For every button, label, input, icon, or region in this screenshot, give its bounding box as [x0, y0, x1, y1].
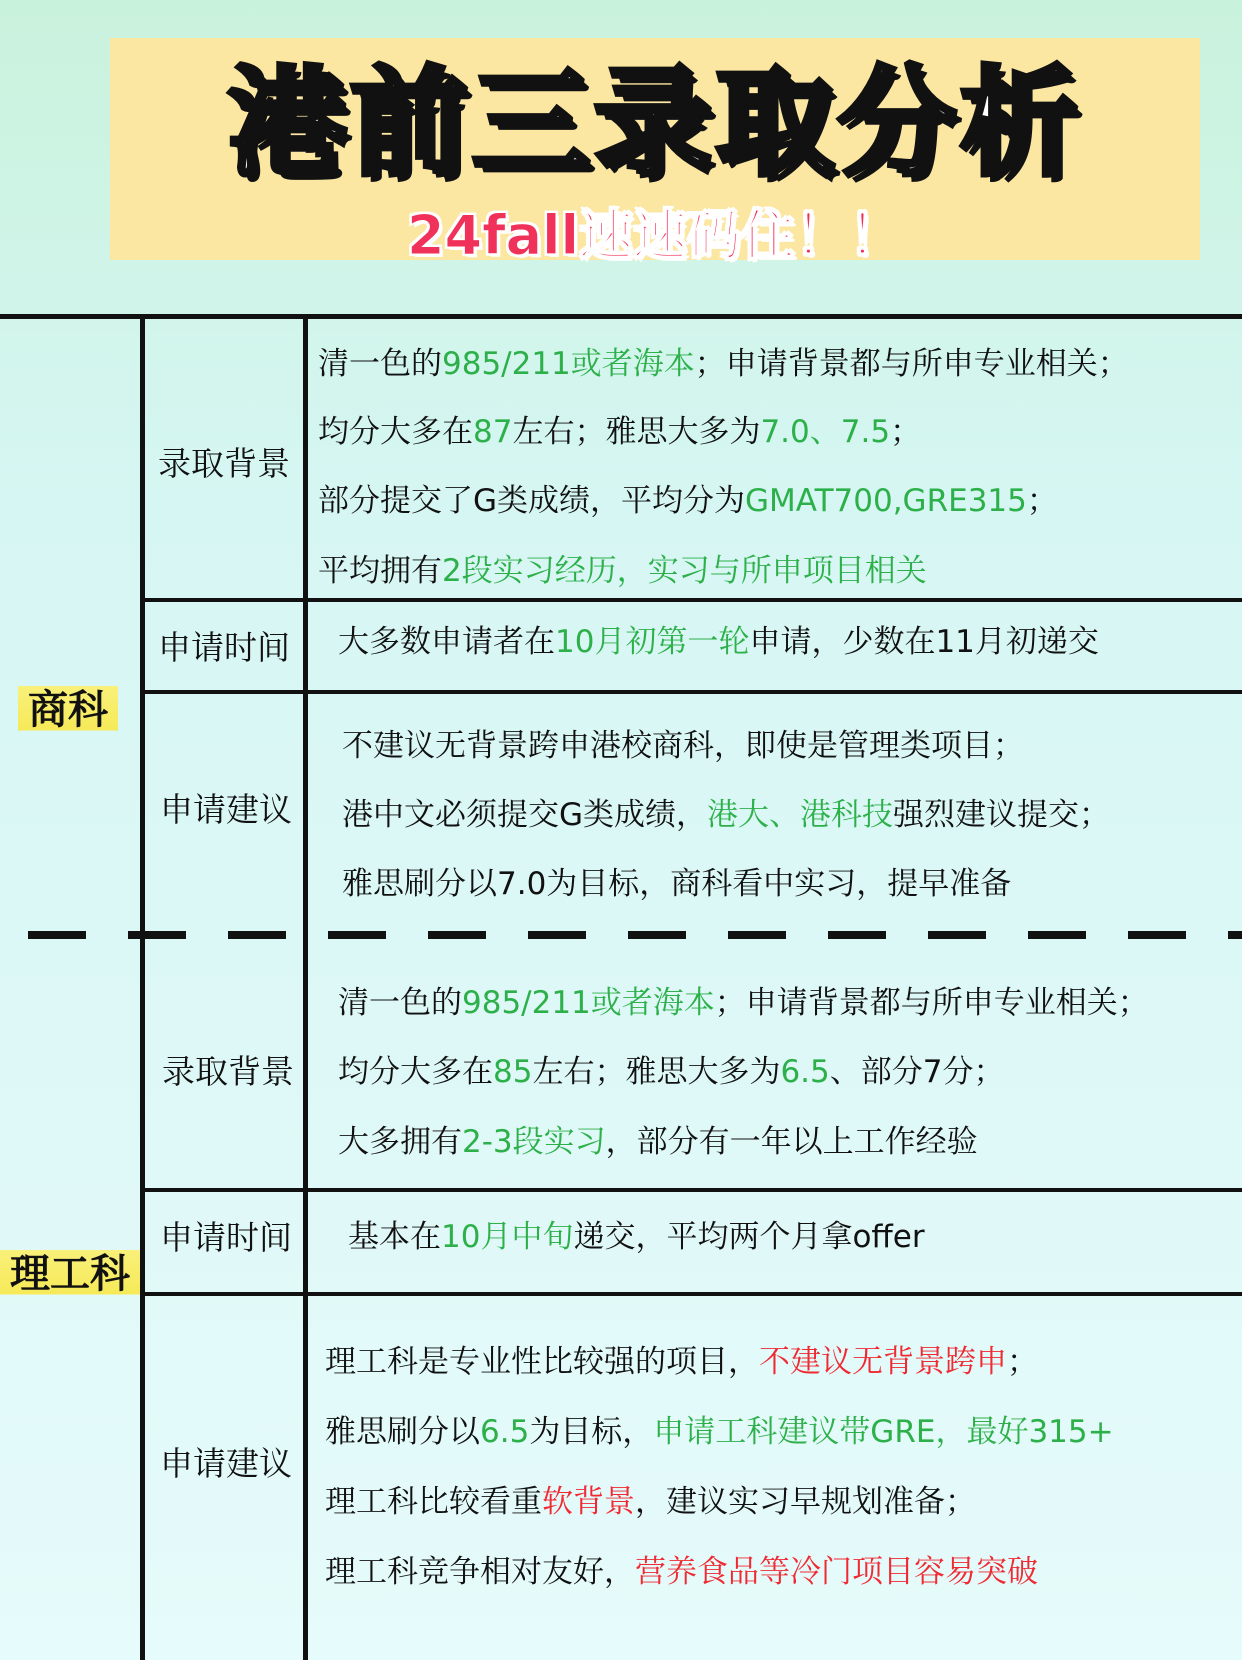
business-row-divider-2 [140, 690, 1242, 694]
category-business: 商科 [18, 672, 118, 741]
row-label-application-advice: 申请建议 [160, 790, 292, 829]
page-subtitle: 24fall速速码住！！ [406, 204, 904, 267]
text-segment: 平均拥有 [318, 553, 442, 589]
page-title: 港前三录取分析 [227, 54, 1082, 192]
text-segment: 为目标， [529, 1414, 654, 1450]
highlight-text: 2段实习经历，实习与所申项目相关 [442, 553, 927, 589]
row-label-admission-background: 录取背景 [158, 444, 290, 483]
content-line [342, 864, 1011, 904]
content-line [318, 412, 921, 452]
table-divider-left [140, 314, 145, 1660]
stem-row-divider-1 [140, 1188, 1242, 1192]
highlight-text: 7.0、7.5 [760, 414, 891, 450]
text-segment: ，部分有一年以上工作经验 [605, 1124, 978, 1160]
text-segment: 、部分7分； [829, 1054, 1005, 1090]
highlight-text: GMAT700,GRE315 [745, 483, 1027, 519]
text-segment: 清一色的 [318, 346, 442, 382]
highlight-text: 营养食品等冷门项目容易突破 [635, 1554, 1038, 1590]
content-line [338, 1052, 1005, 1092]
table-divider-right [303, 314, 308, 1660]
highlight-text: 10月中旬 [441, 1219, 574, 1255]
text-segment: ；申请背景都与所申专业相关； [714, 985, 1149, 1021]
stem-row-divider-2 [140, 1292, 1242, 1296]
row-label-application-advice: 申请建议 [160, 1444, 292, 1483]
text-segment: 港中文必须提交G类成绩， [342, 797, 708, 833]
text-segment: ； [1026, 483, 1058, 519]
highlight-text: 6.5 [480, 1414, 530, 1450]
text-segment: 理工科是专业性比较强的项目， [325, 1344, 759, 1380]
highlight-text: 软背景 [542, 1484, 635, 1520]
text-segment: 左右；雅思大多为 [532, 1054, 781, 1090]
content-line [318, 551, 927, 591]
text-segment: 大多数申请者在 [338, 624, 555, 660]
text-segment: 理工科比较看重 [325, 1484, 542, 1520]
content-line [342, 726, 1024, 766]
text-segment: 均分大多在 [318, 414, 473, 450]
text-segment: 申请，少数在11月初递交 [749, 624, 1099, 660]
row-label-application-time: 申请时间 [160, 1218, 292, 1257]
content-line [338, 622, 1099, 662]
content-line [338, 1122, 978, 1162]
content-line [325, 1412, 1114, 1452]
highlight-text: 87 [473, 414, 513, 450]
content-line [338, 983, 1149, 1023]
text-segment: 强烈建议提交； [893, 797, 1111, 833]
highlight-text: 港大、港科技 [707, 797, 894, 833]
text-segment: ，建议实习早规划准备； [635, 1484, 976, 1520]
content-line [325, 1342, 1038, 1382]
highlight-text: 2-3段实习 [462, 1124, 606, 1160]
table-top-border [0, 314, 1242, 319]
text-segment: 左右；雅思大多为 [512, 414, 761, 450]
header-banner [110, 38, 1200, 267]
section-dashed-divider [28, 931, 1242, 939]
category-stem: 理工科 [0, 1236, 140, 1305]
text-segment: 清一色的 [338, 985, 462, 1021]
text-segment: 雅思刷分以 [325, 1414, 480, 1450]
text-segment: ； [890, 414, 922, 450]
text-segment: 大多拥有 [338, 1124, 462, 1160]
text-segment: ； [1007, 1344, 1038, 1380]
text-segment: 递交，平均两个月拿offer [573, 1219, 925, 1255]
text-segment: 部分提交了G类成绩，平均分为 [318, 483, 746, 519]
content-line [318, 481, 1058, 521]
highlight-text: 985/211或者海本 [442, 346, 695, 382]
content-line [348, 1217, 925, 1257]
business-row-divider-1 [140, 598, 1242, 602]
highlight-text: 985/211或者海本 [462, 985, 715, 1021]
text-segment: ；申请背景都与所申专业相关； [694, 346, 1129, 382]
text-segment: 不建议无背景跨申港校商科，即使是管理类项目； [342, 728, 1024, 764]
highlight-text: 申请工科建议带GRE，最好315+ [653, 1414, 1114, 1450]
highlight-text: 10月初第一轮 [555, 624, 750, 660]
text-segment: 雅思刷分以7.0为目标，商科看中实习，提早准备 [342, 866, 1012, 902]
text-segment: 均分大多在 [338, 1054, 493, 1090]
content-line [325, 1552, 1038, 1592]
highlight-text: 不建议无背景跨申 [759, 1344, 1007, 1380]
highlight-text: 6.5 [780, 1054, 830, 1090]
content-line [342, 795, 1110, 835]
content-line [318, 344, 1129, 384]
row-label-admission-background: 录取背景 [162, 1052, 294, 1091]
text-segment: 理工科竞争相对友好， [325, 1554, 635, 1590]
row-label-application-time: 申请时间 [158, 628, 290, 667]
text-segment: 基本在 [348, 1219, 441, 1255]
content-line [325, 1482, 976, 1522]
highlight-text: 85 [493, 1054, 533, 1090]
